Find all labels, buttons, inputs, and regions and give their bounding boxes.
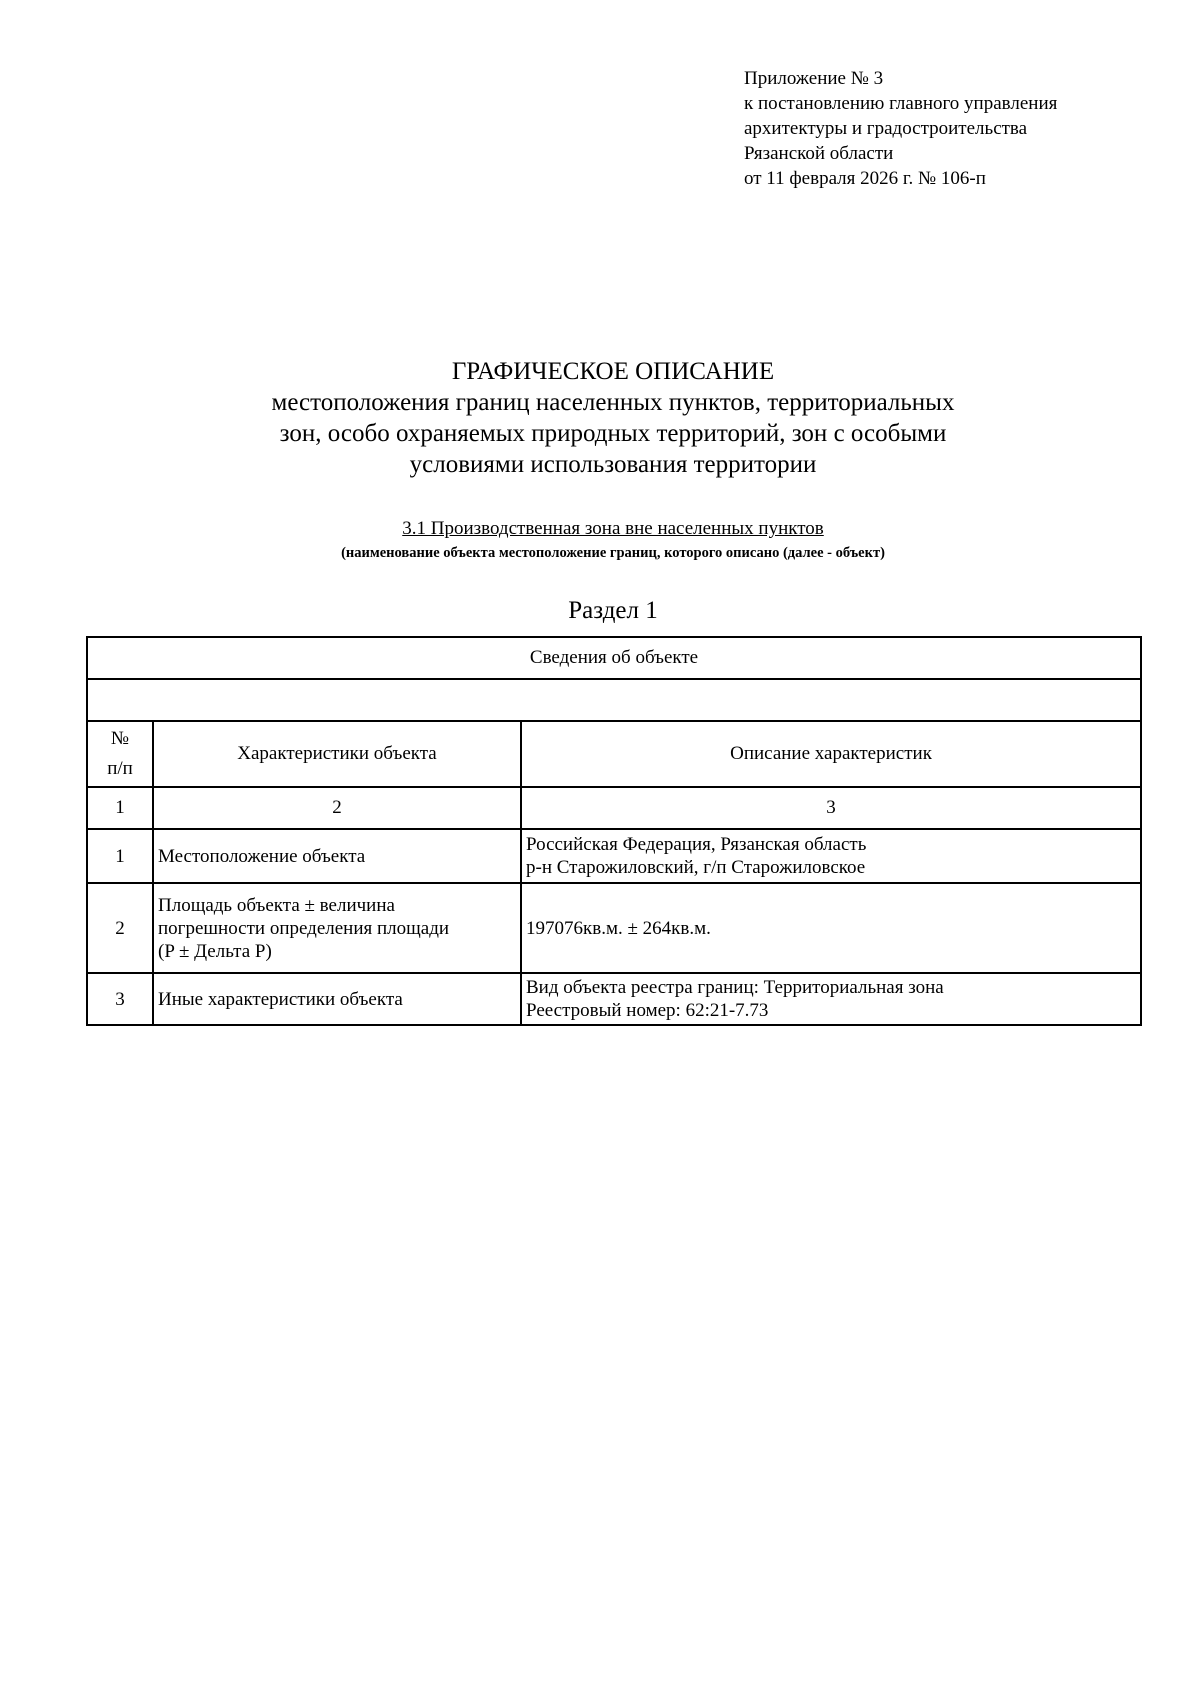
row-num: 2 [87,883,153,973]
appendix-line: к постановлению главного управления [744,93,1058,114]
header-num-line: п/п [107,758,133,779]
row-description [521,973,1141,1025]
index-cell: 3 [521,787,1141,829]
section-title: Раздел 1 [568,597,658,624]
document-title [0,356,1200,480]
description-line: Российская Федерация, Рязанская область [526,834,867,855]
row-characteristic [153,973,521,1025]
table-caption: Сведения об объекте [87,637,1141,679]
table-row [87,973,1141,1025]
characteristic-line: Площадь объекта ± величина [158,894,395,916]
row-description [521,829,1141,883]
table-header-row [87,721,1141,787]
title-line: условиями использования территории [409,451,817,478]
row-num: 3 [87,973,153,1025]
header-characteristics: Характеристики объекта [153,721,521,787]
row-description [521,883,1141,973]
empty-cell [87,679,1141,721]
index-cell: 1 [87,787,153,829]
appendix-reference [744,66,1057,191]
title-line: местоположения границ населенных пунктов, территориальных [271,389,955,416]
appendix-line: архитектуры и градостроительства [744,118,1028,139]
row-characteristic [153,829,521,883]
description-line: Реестровый номер: 62:21-7.73 [526,1000,769,1021]
title-line: зон, особо охраняемых природных территорий, зон с особыми [279,420,947,447]
characteristic-line: погрешности определения площади [158,917,450,939]
characteristic-line: (P ± Дельта P) [158,940,272,962]
object-note: (наименование объекта местоположение границ, которого описано (далее - объект) [341,545,885,561]
appendix-line: Приложение № 3 [744,68,884,89]
object-name-text: 3.1 Производственная зона вне населенных пунктов [402,518,824,539]
appendix-line: от 11 февраля 2026 г. № 106-п [744,168,986,189]
characteristic-line: Иные характеристики объекта [158,988,403,1010]
index-cell: 2 [153,787,521,829]
table-index-row [87,787,1141,829]
object-name [0,518,1200,540]
header-num-line: № [110,728,130,749]
header-num [87,721,153,787]
table-empty-row [87,679,1141,721]
description-line: 197076кв.м. ± 264кв.м. [526,917,711,939]
table-caption-row [87,637,1141,679]
table-row [87,829,1141,883]
row-num: 1 [87,829,153,883]
title-line: ГРАФИЧЕСКОЕ ОПИСАНИЕ [451,358,775,385]
row-characteristic [153,883,521,973]
appendix-line: Рязанской области [744,143,894,164]
table-row [87,883,1141,973]
object-info-table [86,636,1142,1026]
description-line: Вид объекта реестра границ: Территориальная зона [526,977,944,998]
characteristic-line: Местоположение объекта [158,845,366,867]
header-description: Описание характеристик [521,721,1141,787]
description-line: р-н Старожиловский, г/п Старожиловское [526,857,866,878]
